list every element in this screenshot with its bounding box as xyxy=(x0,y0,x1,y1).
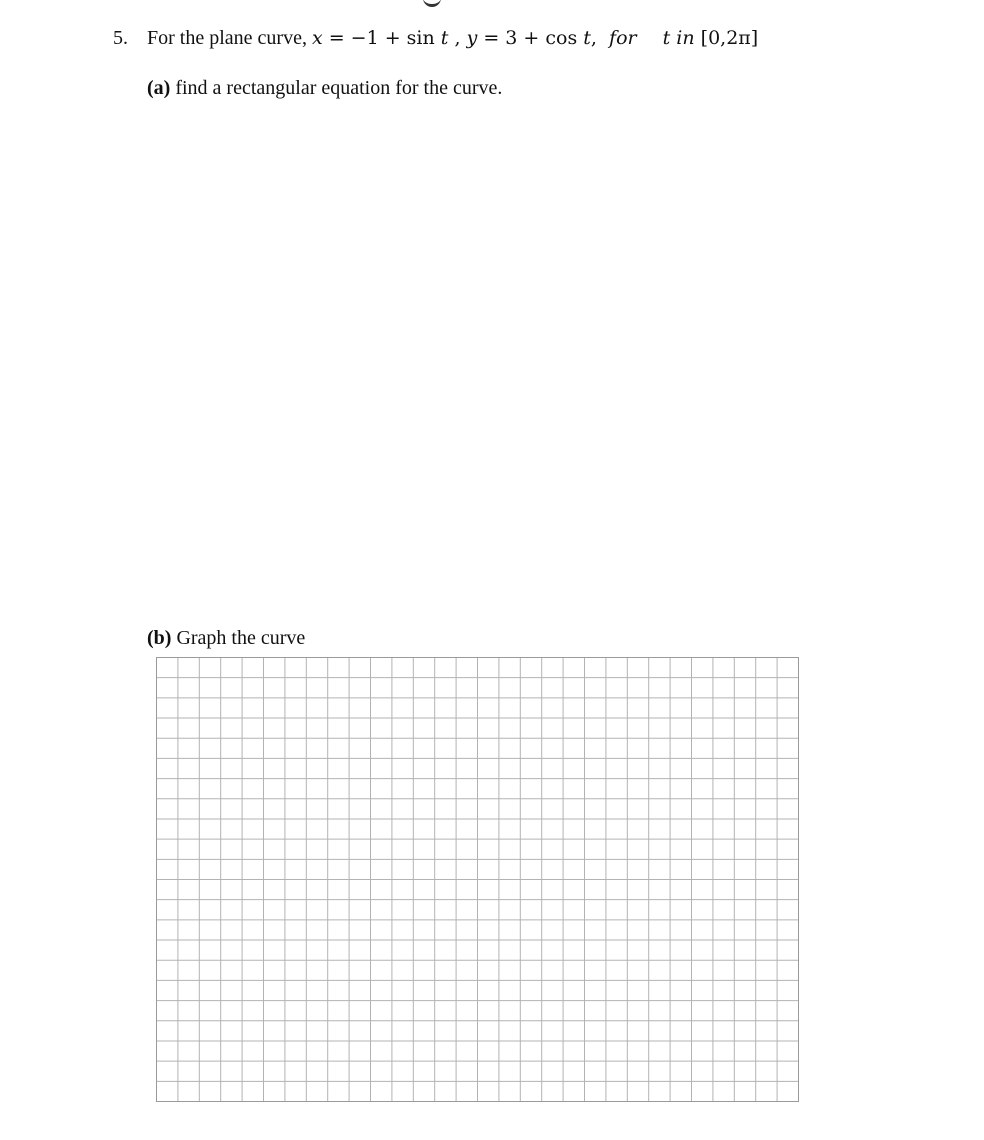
graph-grid[interactable] xyxy=(156,657,799,1102)
part-a-text: find a rectangular equation for the curve. xyxy=(175,77,503,99)
part-b-text: Graph the curve xyxy=(176,627,306,649)
x-expression: = −1 + sin xyxy=(322,27,441,49)
part-a xyxy=(147,74,502,102)
top-page-fragment xyxy=(423,0,441,7)
in-word: in xyxy=(676,27,695,49)
problem-number: 5. xyxy=(113,27,128,49)
t-variable-2: t xyxy=(583,27,591,49)
problem-intro: For the plane curve, xyxy=(147,27,312,49)
t-variable-3: t xyxy=(662,27,671,49)
y-expression: = 3 + cos xyxy=(477,27,584,49)
part-a-label: (a) xyxy=(147,77,171,99)
problem-statement xyxy=(113,24,758,52)
y-variable: y xyxy=(466,27,478,49)
graph-grid-svg[interactable] xyxy=(156,657,799,1102)
x-variable: x xyxy=(311,27,323,49)
for-word: for xyxy=(609,27,637,49)
equation-separator: , xyxy=(448,27,467,49)
comma: , xyxy=(590,27,597,49)
part-b-label: (b) xyxy=(147,627,172,649)
t-variable-1: t xyxy=(440,27,449,49)
part-b xyxy=(147,624,305,652)
parametric-equations xyxy=(312,27,758,49)
interval: [0,2π] xyxy=(700,27,759,49)
